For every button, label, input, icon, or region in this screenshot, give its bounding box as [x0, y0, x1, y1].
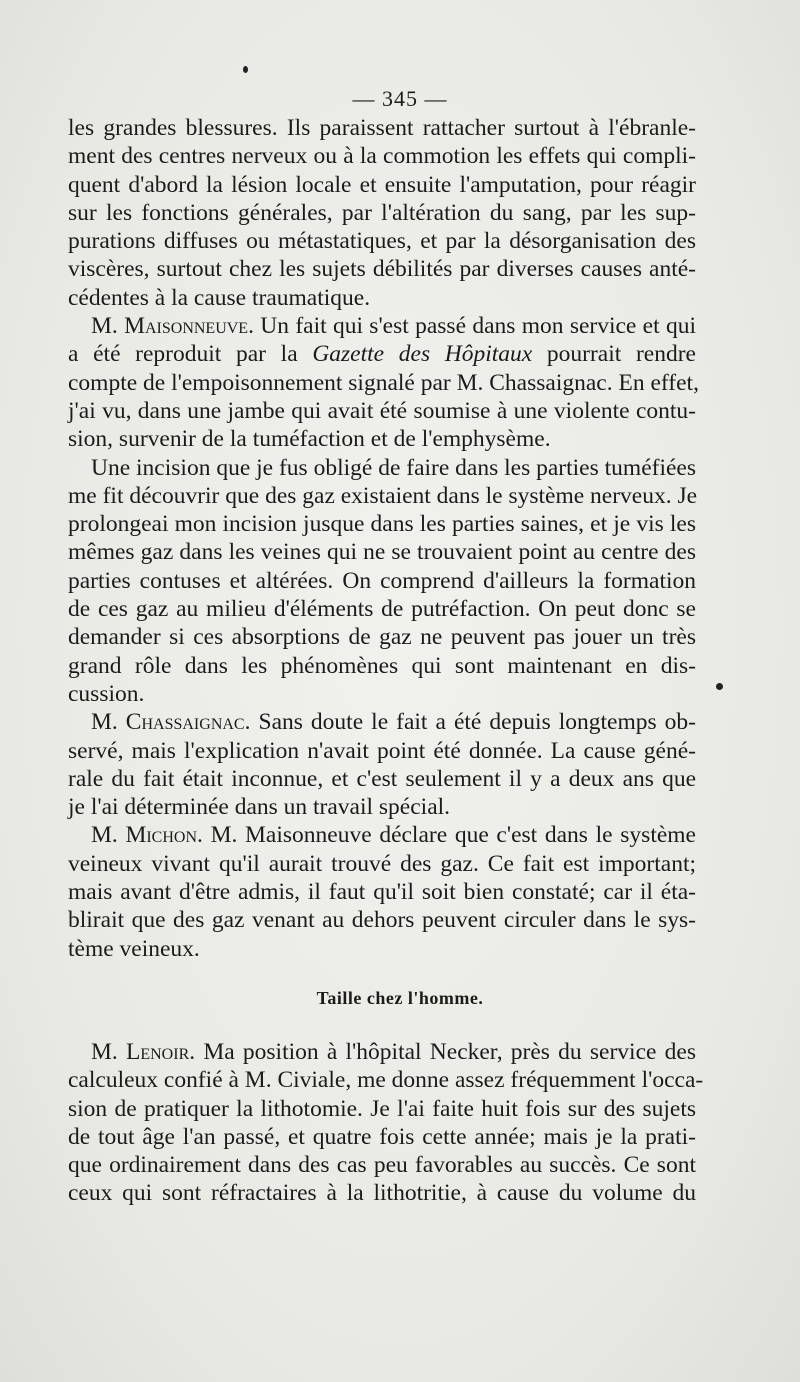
body-text-continued	[68, 1038, 704, 1208]
text-line: a été reproduit par la Gazette des Hôpitaux pourrait rendre	[68, 341, 696, 368]
speaker-name: M. Lenoir.	[91, 1039, 196, 1065]
text-line: parties contuses et altérées. On comprend d'ailleurs la formation	[68, 567, 696, 594]
text-line: les grandes blessures. Ils paraissent rattacher surtout à l'ébranle-	[68, 115, 696, 141]
text-line: quent d'abord la lésion locale et ensuite l'amputation, pour réagir	[68, 171, 696, 198]
page-number: — 345 —	[352, 86, 448, 111]
paragraph-michon: M. Michon. M. Maisonneuve déclare que c'est dans le système	[91, 822, 696, 849]
speaker-name: M. Maisonneuve.	[91, 313, 254, 340]
paragraph-maisonneuve: M. Maisonneuve. Un fait qui s'est passé dans mon service et qui	[91, 313, 696, 340]
text-line: veineux vivant qu'il aurait trouvé des gaz. Ce fait est important;	[68, 850, 696, 877]
text-line: sion de pratiquer la lithotomie. Je l'ai faite huit fois sur des sujets	[68, 1095, 696, 1122]
text-line: demander si ces absorptions de gaz ne peuvent pas jouer un très	[68, 624, 696, 651]
text-line: compte de l'empoisonnement signalé par M. Chassaignac. En effet,	[68, 369, 699, 396]
speaker-name: M. Michon.	[91, 822, 203, 849]
text-line: de ces gaz au milieu d'éléments de putréfaction. On peut donc se	[68, 596, 696, 623]
text-line: mêmes gaz dans les veines qui ne se trouvaient point au centre des	[68, 539, 696, 566]
text-line: calculeux confié à M. Civiale, me donne assez fréquemment l'occa-	[68, 1067, 704, 1094]
text-line: je l'ai déterminée dans un travail spécial.	[68, 794, 451, 821]
speaker-name: M. Chassaignac.	[91, 709, 251, 736]
text-line: j'ai vu, dans une jambe qui avait été soumise à une violente contu-	[68, 397, 696, 424]
text-line: ceux qui sont réfractaires à la lithotritie, à cause du volume du	[68, 1180, 696, 1207]
paragraph-chassaignac: M. Chassaignac. Sans doute le fait a été depuis longtemps ob-	[91, 709, 697, 736]
text-line: prolongeai mon incision jusque dans les parties saines, et je vis les	[68, 511, 696, 538]
text-line: cussion.	[68, 680, 145, 707]
ink-speck	[243, 66, 248, 73]
paragraph-lenoir: M. Lenoir. Ma position à l'hôpital Necker, près du service des	[91, 1039, 697, 1065]
text-line: cédentes à la cause traumatique.	[68, 284, 371, 311]
text-line: sion, survenir de la tuméfaction et de l'emphysème.	[68, 426, 551, 453]
text-line: que ordinairement dans des cas peu favorables au succès. Ce sont	[68, 1152, 696, 1179]
text-line: tème veineux.	[68, 935, 200, 962]
text-line: blirait que des gaz venant au dehors peuvent circuler dans le sys-	[68, 907, 696, 934]
body-text	[68, 114, 699, 963]
text-line: mais avant d'être admis, il faut qu'il soit bien constaté; car il éta-	[68, 879, 696, 906]
text-line: me fit découvrir que des gaz existaient dans le système nerveux. Je	[68, 482, 698, 509]
journal-title: Gazette des Hôpitaux	[312, 341, 533, 368]
text-line: servé, mais l'explication n'avait point été donnée. La cause géné-	[68, 737, 696, 764]
text-line: de tout âge l'an passé, et quatre fois cette année; mais je la prati-	[68, 1123, 696, 1150]
text-line: purations diffuses ou métastatiques, et par la désorganisation des	[68, 228, 696, 255]
text-line: grand rôle dans les phénomènes qui sont maintenant en dis-	[68, 652, 696, 679]
ink-speck	[716, 683, 723, 690]
text-line: viscères, surtout chez les sujets débilités par diverses causes anté-	[68, 256, 696, 283]
text-line: sur les fonctions générales, par l'altération du sang, par les sup-	[68, 199, 696, 226]
text-line: rale du fait était inconnue, et c'est seulement il y a deux ans que	[68, 765, 696, 792]
section-heading: Taille chez l'homme.	[316, 988, 484, 1008]
text-line: Une incision que je fus obligé de faire dans les parties tuméfiées	[91, 454, 696, 481]
text-line: ment des centres nerveux ou à la commotion les effets qui compli-	[68, 143, 696, 170]
